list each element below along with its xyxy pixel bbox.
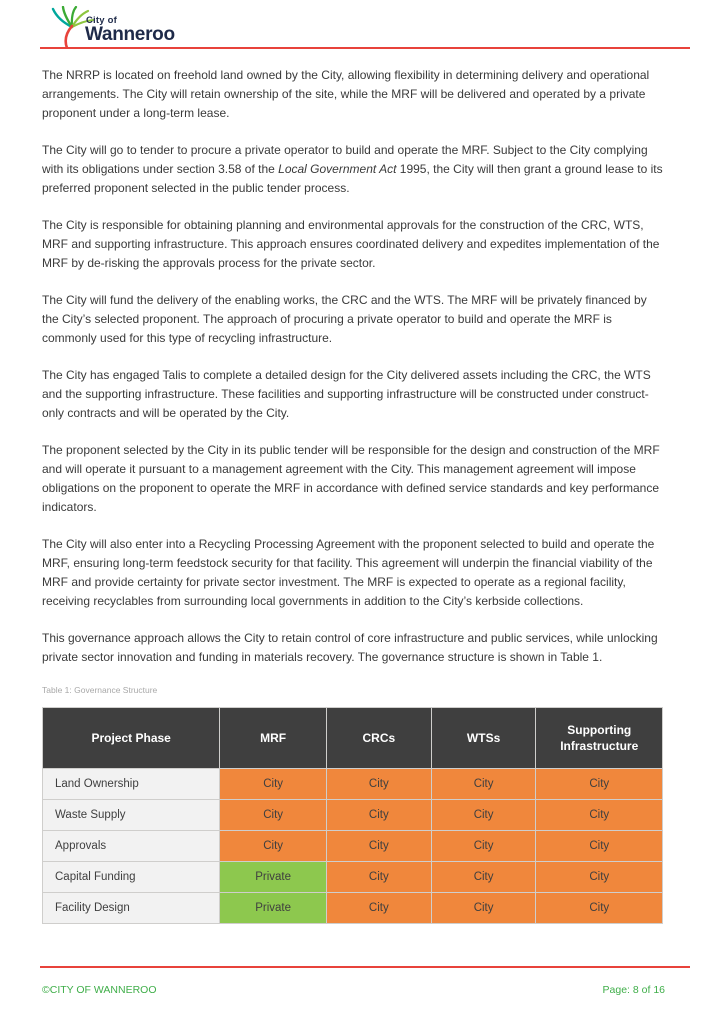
body-paragraph	[42, 291, 665, 348]
italic-text: Local Government Act	[278, 162, 397, 176]
footer-copyright: ©CITY OF WANNEROO	[42, 984, 157, 996]
value-cell: City	[536, 769, 663, 800]
value-cell: City	[220, 769, 327, 800]
paragraph-text: 1995, the City will then grant a ground lease to its preferred proponent selected in the public tender process.	[42, 162, 663, 195]
table-body	[43, 769, 663, 924]
table-row	[43, 769, 663, 800]
paragraph-text: The City has engaged Talis to complete a detailed design for the City delivered assets including the CRC, the WTS and the supporting infrastructure. These facilities and supporting infrastructure will be constructed under construct-only contracts and will be operated by the City.	[42, 368, 651, 420]
body-paragraph	[42, 141, 665, 198]
page-footer	[42, 984, 665, 996]
footer-rule	[40, 966, 690, 968]
page-content	[42, 66, 665, 924]
table-row	[43, 831, 663, 862]
value-cell: City	[326, 893, 431, 924]
table-row	[43, 862, 663, 893]
value-cell: City	[536, 893, 663, 924]
phase-cell: Capital Funding	[43, 862, 220, 893]
table-row	[43, 893, 663, 924]
table-header-cell: MRF	[220, 708, 327, 769]
table-header-row	[43, 708, 663, 769]
value-cell: City	[326, 831, 431, 862]
value-cell: City	[431, 769, 536, 800]
value-cell: City	[536, 800, 663, 831]
phase-cell: Land Ownership	[43, 769, 220, 800]
logo-text-city-of: City of	[86, 15, 117, 26]
paragraph-text: The City will also enter into a Recycling Processing Agreement with the proponent selected to build and operate the MRF, ensuring long-term feedstock security for that facility. This agreement will underpin the financial viability of the MRF and provide certainty for private sector investment. The MRF is expected to operate as a regional facility, receiving recyclables from surrounding local governments in addition to the City’s kerbside collections.	[42, 537, 655, 608]
phase-cell: Approvals	[43, 831, 220, 862]
value-cell: City	[536, 831, 663, 862]
paragraphs	[42, 66, 665, 667]
value-cell: City	[431, 831, 536, 862]
body-paragraph	[42, 66, 665, 123]
value-cell: City	[326, 800, 431, 831]
body-paragraph	[42, 216, 665, 273]
body-paragraph	[42, 366, 665, 423]
phase-cell: Waste Supply	[43, 800, 220, 831]
value-cell: City	[431, 800, 536, 831]
value-cell: Private	[220, 893, 327, 924]
body-paragraph	[42, 535, 665, 611]
logo-text-wanneroo: Wanneroo	[85, 24, 175, 45]
paragraph-text: The proponent selected by the City in its public tender will be responsible for the design and construction of the MRF and will operate it pursuant to a management agreement with the City. This management agreement will impose obligations on the proponent to operate the MRF in accordance with defined service standards and key performance indicators.	[42, 443, 660, 514]
value-cell: City	[220, 831, 327, 862]
value-cell: Private	[220, 862, 327, 893]
value-cell: City	[220, 800, 327, 831]
value-cell: City	[326, 862, 431, 893]
phase-cell: Facility Design	[43, 893, 220, 924]
city-of-wanneroo-logo	[40, 6, 690, 48]
value-cell: City	[536, 862, 663, 893]
footer-page-number: Page: 8 of 16	[602, 984, 665, 996]
table-header-cell: Supporting Infrastructure	[536, 708, 663, 769]
table-header-cell: CRCs	[326, 708, 431, 769]
table-caption: Table 1: Governance Structure	[42, 685, 158, 695]
body-paragraph	[42, 441, 665, 517]
table-header-cell: Project Phase	[43, 708, 220, 769]
table-row	[43, 800, 663, 831]
paragraph-text: The City will fund the delivery of the enabling works, the CRC and the WTS. The MRF will be privately financed by the City’s selected proponent. The approach of procuring a private operator to build and operate the MRF is commonly used for this type of recycling infrastructure.	[42, 293, 647, 345]
paragraph-text: The City is responsible for obtaining planning and environmental approvals for the construction of the CRC, WTS, MRF and supporting infrastructure. This approach ensures coordinated delivery and expedites implementation of the MRF by de-risking the approvals process for the private sector.	[42, 218, 660, 270]
value-cell: City	[326, 769, 431, 800]
paragraph-text: This governance approach allows the City to retain control of core infrastructure and public services, while unlocking private sector innovation and funding in materials recovery. The governance structure is shown in Table 1.	[42, 631, 658, 664]
page-header	[40, 6, 690, 48]
governance-table	[42, 707, 663, 924]
value-cell: City	[431, 893, 536, 924]
header-rule	[40, 47, 690, 49]
table-header-cell: WTSs	[431, 708, 536, 769]
value-cell: City	[431, 862, 536, 893]
body-paragraph	[42, 629, 665, 667]
paragraph-text: The City will go to tender to procure a private operator to build and operate the MRF. Subject to the City complying with its obligations under section 3.58 of the	[42, 143, 648, 176]
paragraph-text: The NRRP is located on freehold land owned by the City, allowing flexibility in determining delivery and operational arrangements. The City will retain ownership of the site, while the MRF will be delivered and operated by a private proponent under a long-term lease.	[42, 68, 650, 120]
